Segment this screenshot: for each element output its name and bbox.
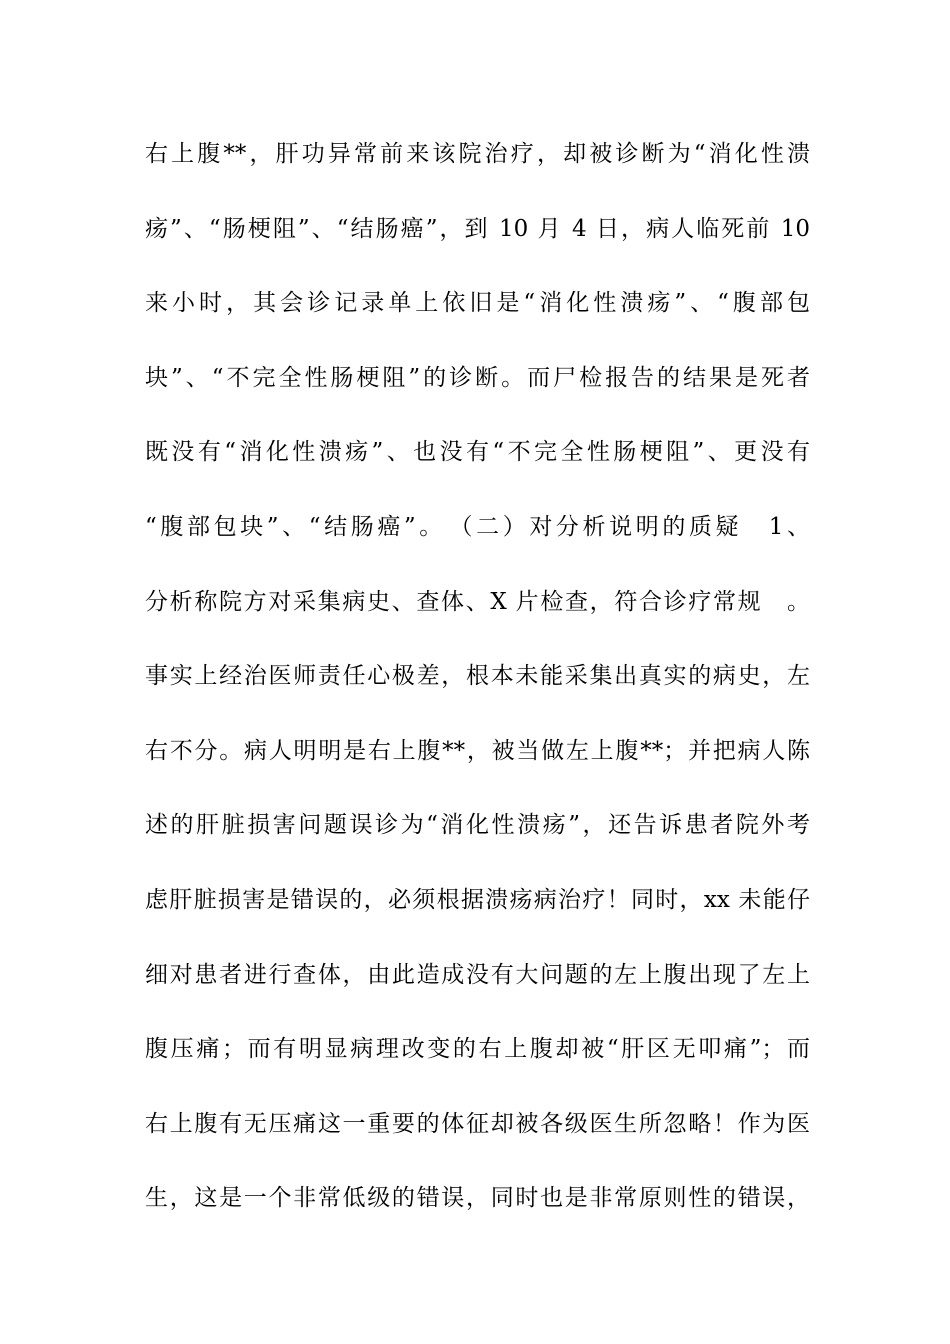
text-line: 腹压痛；而有明显病理改变的右上腹却被“肝区无叩痛”；而 xyxy=(145,1036,810,1063)
text-line: 来小时，其会诊记录单上依旧是“消化性溃疡”、“腹部包 xyxy=(145,290,810,317)
text-line: 既没有“消化性溃疡”、也没有“不完全性肠梗阻”、更没有 xyxy=(145,439,810,466)
text-line: 疡”、“肠梗阻”、“结肠癌”，到 10 月 4 日，病人临死前 10 xyxy=(145,215,810,242)
text-line: 事实上经治医师责任心极差，根本未能采集出真实的病史，左 xyxy=(145,663,810,690)
body-text xyxy=(145,132,810,1251)
text-line: 述的肝脏损害问题误诊为“消化性溃疡”，还告诉患者院外考 xyxy=(145,812,810,839)
text-line: 虑肝脏损害是错误的，必须根据溃疡病治疗！同时，xx 未能仔 xyxy=(145,886,810,913)
text-line: 分析称院方对采集病史、查体、X 片检查，符合诊疗常规 。 xyxy=(145,588,810,615)
text-line: 右上腹**，肝功异常前来该院治疗，却被诊断为“消化性溃 xyxy=(145,141,810,167)
text-line: 细对患者进行查体，由此造成没有大问题的左上腹出现了左上 xyxy=(145,961,810,988)
text-line: 生，这是一个非常低级的错误，同时也是非常原则性的错误， xyxy=(145,1185,810,1212)
text-line: 右不分。病人明明是右上腹**，被当做左上腹**；并把病人陈 xyxy=(145,737,810,764)
text-line: 右上腹有无压痛这一重要的体征却被各级医生所忽略！作为医 xyxy=(145,1110,810,1137)
text-line: “腹部包块”、“结肠癌”。 （二）对分析说明的质疑 1、 xyxy=(145,513,810,540)
text-line: 块”、“不完全性肠梗阻”的诊断。而尸检报告的结果是死者 xyxy=(145,364,810,391)
